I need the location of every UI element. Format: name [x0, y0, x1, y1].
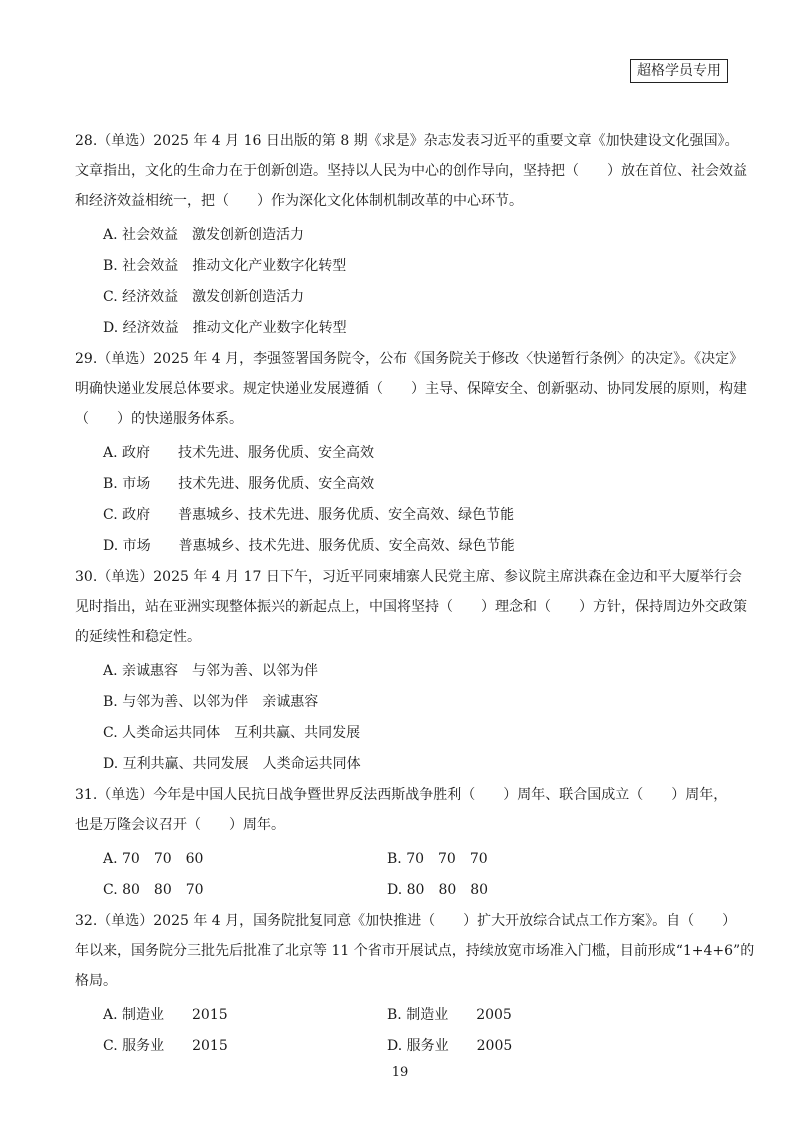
option-b[interactable]: B. 70 70 70 [387, 851, 488, 867]
question-28 [75, 126, 747, 344]
question-stem-line: 明确快递业发展总体要求。规定快递业发展遵循（ ）主导、保障安全、创新驱动、协同发展的原则，构建 [75, 381, 747, 397]
question-stem-line: 29.（单选）2025 年 4 月，李强签署国务院令，公布《国务院关于修改〈快递暂行条例〉的决定》。《决定》 [75, 351, 744, 367]
option-d[interactable]: D. 经济效益 推动文化产业数字化转型 [103, 320, 347, 336]
option-d[interactable]: D. 市场 普惠城乡、技术先进、服务优质、安全高效、绿色节能 [103, 538, 515, 554]
question-31 [75, 780, 728, 906]
exclusive-tag: 超格学员专用 [630, 59, 728, 83]
option-d[interactable]: D. 80 80 80 [387, 882, 489, 898]
option-b[interactable]: B. 市场 技术先进、服务优质、安全高效 [103, 476, 375, 492]
option-a[interactable]: A. 制造业 2015 [103, 1007, 228, 1023]
question-32 [75, 906, 755, 1062]
question-29 [75, 344, 747, 562]
option-d[interactable]: D. 互利共赢、共同发展 人类命运共同体 [103, 756, 361, 772]
option-c[interactable]: C. 经济效益 激发创新创造活力 [103, 289, 305, 305]
question-stem-line: 也是万隆会议召开（ ）周年。 [75, 817, 285, 833]
option-a[interactable]: A. 社会效益 激发创新创造活力 [103, 227, 305, 243]
question-stem-line: 年以来，国务院分三批先后批准了北京等 11 个省市开展试点，持续放宽市场准入门槛，目前形成“1+4+6”的 [75, 943, 755, 959]
question-30 [75, 562, 747, 780]
question-stem-line: 28.（单选）2025 年 4 月 16 日出版的第 8 期《求是》杂志发表习近平的重要文章《加快建设文化强国》。 [75, 133, 739, 149]
question-stem-line: （ ）的快递服务体系。 [75, 411, 243, 427]
question-stem-line: 30.（单选）2025 年 4 月 17 日下午，习近平同柬埔寨人民党主席、参议院主席洪森在金边和平大厦举行会 [75, 569, 742, 585]
option-b[interactable]: B. 社会效益 推动文化产业数字化转型 [103, 258, 347, 274]
question-stem-line: 32.（单选）2025 年 4 月，国务院批复同意《加快推进（ ）扩大开放综合试点工作方案》。自（ ） [75, 913, 737, 929]
option-c[interactable]: C. 人类命运共同体 互利共赢、共同发展 [103, 725, 361, 741]
question-stem-line: 格局。 [75, 973, 117, 989]
option-c[interactable]: C. 政府 普惠城乡、技术先进、服务优质、安全高效、绿色节能 [103, 507, 515, 523]
question-list [75, 126, 755, 1062]
option-a[interactable]: A. 政府 技术先进、服务优质、安全高效 [103, 445, 375, 461]
question-stem-line: 文章指出，文化的生命力在于创新创造。坚持以人民为中心的创作导向，坚持把（ ）放在首位、社会效益 [75, 163, 747, 179]
question-stem-line: 和经济效益相统一，把（ ）作为深化文化体制机制改革的中心环节。 [75, 193, 523, 209]
question-stem-line: 见时指出，站在亚洲实现整体振兴的新起点上，中国将坚持（ ）理念和（ ）方针，保持周边外交政策 [75, 599, 747, 615]
option-b[interactable]: B. 与邻为善、以邻为伴 亲诚惠容 [103, 694, 319, 710]
question-stem-line: 的延续性和稳定性。 [75, 629, 201, 645]
option-c[interactable]: C. 服务业 2015 [103, 1038, 228, 1054]
option-b[interactable]: B. 制造业 2005 [387, 1007, 512, 1023]
page-number: 19 [391, 1065, 409, 1080]
option-a[interactable]: A. 亲诚惠容 与邻为善、以邻为伴 [103, 663, 319, 679]
option-d[interactable]: D. 服务业 2005 [387, 1038, 513, 1054]
option-a[interactable]: A. 70 70 60 [103, 851, 204, 867]
question-stem-line: 31.（单选）今年是中国人民抗日战争暨世界反法西斯战争胜利（ ）周年、联合国成立（ ）周年， [75, 787, 728, 803]
option-c[interactable]: C. 80 80 70 [103, 882, 204, 898]
